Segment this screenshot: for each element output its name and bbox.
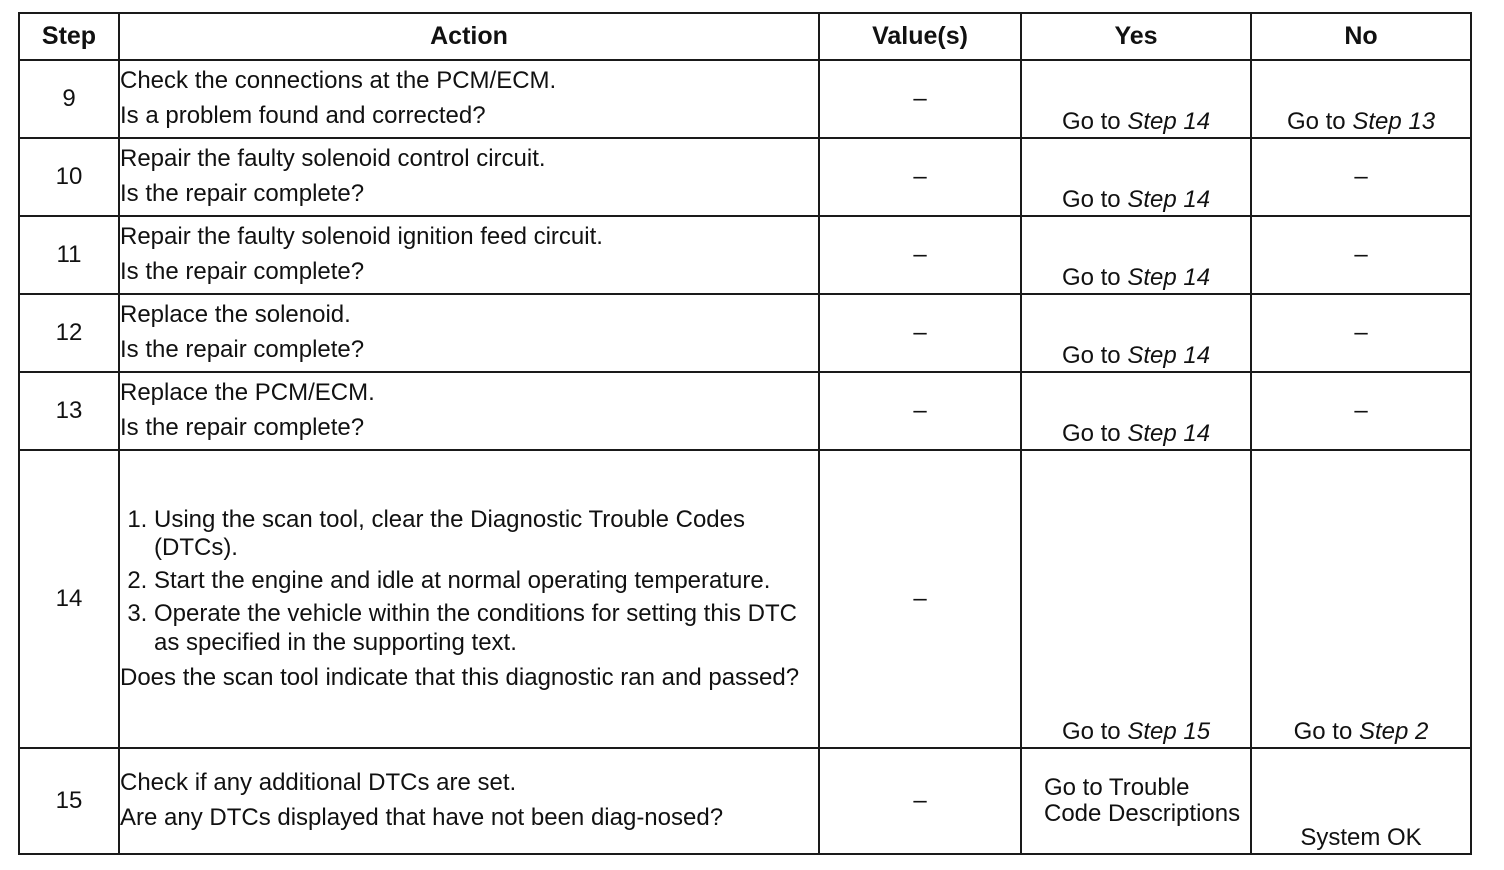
go-to-label: Go to: [1061, 420, 1121, 448]
question-text: Is the repair complete?: [120, 336, 365, 363]
question-text: Is the repair complete?: [120, 180, 365, 207]
table-row: [19, 138, 1471, 216]
yes-step-ref: Step 14: [1127, 342, 1211, 370]
action-cell: [119, 60, 819, 138]
trouble-code-descriptions-ref: Go to Trouble Code Descriptions: [1044, 773, 1241, 827]
yes-cell: [1021, 372, 1251, 450]
value-cell: –: [819, 294, 1021, 372]
step-number: 14: [19, 450, 119, 748]
question-text: Are any DTCs displayed that have not been diag-nosed?: [120, 804, 724, 831]
question-text: Does the scan tool indicate that this diagnostic ran and passed?: [120, 663, 800, 691]
go-to-label: Go to: [1061, 718, 1121, 746]
list-item: 1. Using the scan tool, clear the Diagnostic Trouble Codes (DTCs).: [154, 506, 818, 564]
step-number: 11: [19, 216, 119, 294]
value-cell: –: [819, 138, 1021, 216]
no-step-ref: Step 2: [1358, 718, 1429, 746]
action-text: Replace the solenoid.: [120, 301, 351, 329]
header-action: Action: [119, 13, 819, 60]
yes-cell: [1021, 216, 1251, 294]
action-text: Check the connections at the PCM/ECM.: [120, 67, 557, 95]
table-row: [19, 372, 1471, 450]
go-to-label: Go to: [1061, 108, 1121, 136]
question-text: Is the repair complete?: [120, 414, 365, 441]
no-cell: [1251, 450, 1471, 748]
header-values: Value(s): [819, 13, 1021, 60]
yes-cell: [1021, 138, 1251, 216]
list-item: 2. Start the engine and idle at normal operating temperature.: [154, 567, 818, 596]
question-text: Is the repair complete?: [120, 258, 365, 285]
yes-step-ref: Step 15: [1127, 718, 1211, 746]
no-cell: [1251, 60, 1471, 138]
table-row: [19, 294, 1471, 372]
value-cell: –: [819, 216, 1021, 294]
question-text: Is a problem found and corrected?: [120, 102, 486, 129]
diagnostic-table: [18, 12, 1472, 855]
value-cell: –: [819, 372, 1021, 450]
no-cell: System OK: [1251, 748, 1471, 854]
no-step-ref: Step 13: [1352, 108, 1436, 136]
yes-step-ref: Step 14: [1127, 264, 1211, 292]
action-text: Replace the PCM/ECM.: [120, 379, 375, 407]
table-row: [19, 450, 1471, 748]
yes-step-ref: Step 14: [1127, 186, 1211, 214]
step-number: 12: [19, 294, 119, 372]
header-row: [19, 13, 1471, 60]
yes-cell: [1021, 450, 1251, 748]
action-cell: [119, 294, 819, 372]
list-item: 3. Operate the vehicle within the conditions for setting this DTC as specified in the supporting text.: [154, 600, 818, 658]
step-number: 9: [19, 60, 119, 138]
no-cell: –: [1251, 216, 1471, 294]
step-number: 10: [19, 138, 119, 216]
no-cell: –: [1251, 138, 1471, 216]
value-cell: –: [819, 60, 1021, 138]
procedure-list: [120, 506, 818, 658]
yes-cell: [1021, 294, 1251, 372]
action-cell: [119, 748, 819, 854]
action-text: Check if any additional DTCs are set.: [120, 769, 517, 797]
step-number: 13: [19, 372, 119, 450]
action-cell: [119, 216, 819, 294]
yes-cell: [1021, 748, 1251, 854]
go-to-label: Go to: [1061, 186, 1121, 214]
no-cell: –: [1251, 372, 1471, 450]
action-cell: [119, 138, 819, 216]
header-yes: Yes: [1021, 13, 1251, 60]
yes-step-ref: Step 14: [1127, 108, 1211, 136]
go-to-label: Go to: [1293, 718, 1353, 746]
go-to-label: Go to: [1286, 108, 1346, 136]
yes-cell: [1021, 60, 1251, 138]
action-cell: [119, 372, 819, 450]
action-text: Repair the faulty solenoid control circuit.: [120, 145, 546, 173]
header-no: No: [1251, 13, 1471, 60]
go-to-label: Go to: [1061, 264, 1121, 292]
header-step: Step: [19, 13, 119, 60]
action-cell: [119, 450, 819, 748]
value-cell: –: [819, 748, 1021, 854]
table-row: [19, 216, 1471, 294]
step-number: 15: [19, 748, 119, 854]
action-text: Repair the faulty solenoid ignition feed circuit.: [120, 223, 603, 251]
no-cell: –: [1251, 294, 1471, 372]
table-row: [19, 748, 1471, 854]
go-to-label: Go to: [1061, 342, 1121, 370]
value-cell: –: [819, 450, 1021, 748]
table-row: [19, 60, 1471, 138]
yes-step-ref: Step 14: [1127, 420, 1211, 448]
